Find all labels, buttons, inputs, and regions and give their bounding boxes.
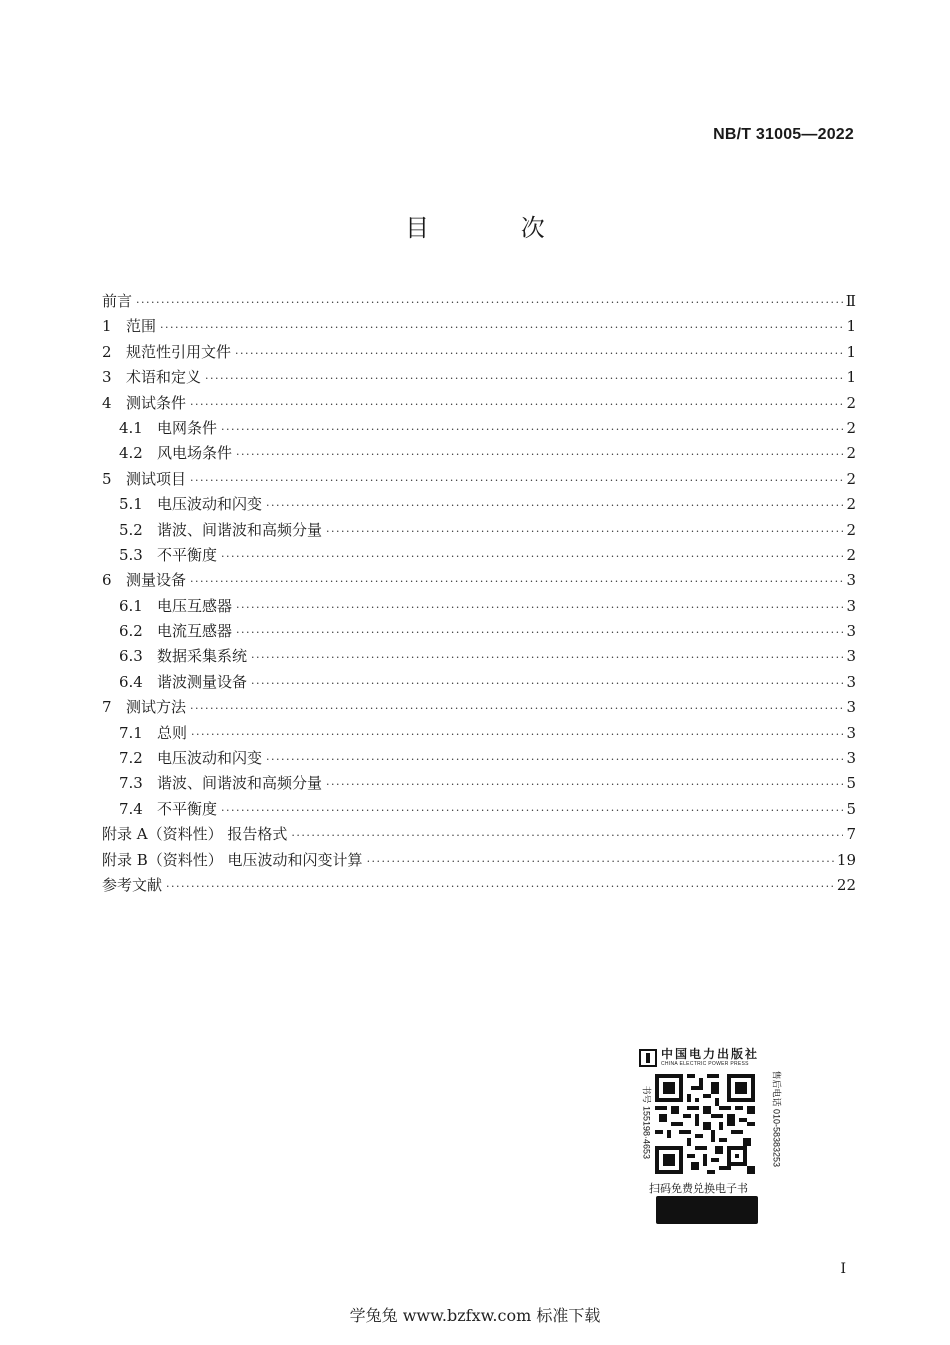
toc-entry-number: 7.2 [119, 749, 143, 768]
toc-entry[interactable] [102, 644, 856, 669]
publisher-name-cn: 中国电力出版社 [661, 1047, 760, 1061]
toc-entry-page: 1 [846, 342, 856, 361]
toc-entry-page: 19 [836, 850, 856, 869]
toc-entry[interactable] [102, 822, 856, 847]
toc-leader-dots [136, 290, 843, 315]
toc-entry-page: 3 [846, 622, 856, 641]
toc-entry-label: 规范性引用文件 [126, 342, 232, 361]
toc-entry-number: 5.1 [119, 495, 143, 514]
toc-entry-page: 2 [846, 418, 856, 437]
toc-entry-label: 前言 [102, 292, 133, 310]
page-title: 目 次 [405, 214, 587, 242]
toc-leader-dots [190, 569, 843, 594]
toc-leader-dots [236, 442, 843, 467]
toc-entry-label: 电压波动和闪变 [157, 749, 263, 768]
toc-entry-number: 7.1 [119, 723, 143, 742]
toc-entry-page: 3 [846, 571, 856, 590]
toc-entry-number: 7.4 [119, 799, 143, 818]
publisher-logo [637, 1044, 777, 1072]
toc-entry-page: 3 [846, 596, 856, 615]
standard-code: NB/T 31005—2022 [713, 126, 854, 143]
toc-leader-dots [166, 874, 834, 899]
toc-entry-label: 谐波测量设备 [157, 672, 248, 691]
toc-entry-page: 3 [846, 647, 856, 666]
toc-leader-dots [326, 519, 843, 544]
toc-entry-number: 7.3 [119, 774, 143, 793]
toc-entry[interactable] [102, 391, 856, 416]
page-number: I [840, 1261, 846, 1277]
toc-entry-label: 测试项目 [126, 469, 187, 488]
toc-entry-page: 3 [846, 723, 856, 742]
toc-leader-dots [190, 392, 843, 417]
toc-entry-page: 1 [846, 317, 856, 336]
toc-entry-page: Ⅱ [845, 292, 856, 310]
toc-entry-label: 附录 A（资料性） 报告格式 [102, 825, 288, 844]
toc-entry-label: 测试方法 [126, 698, 187, 717]
toc-entry[interactable] [102, 619, 856, 644]
toc-entry-number: 6.3 [119, 647, 143, 666]
toc-entry-page: 2 [846, 469, 856, 488]
toc-leader-dots [236, 620, 843, 645]
toc-entry-page: 5 [846, 774, 856, 793]
service-phone: 售后电话 010-58383253 [771, 1070, 782, 1168]
toc-entry[interactable] [102, 416, 856, 441]
publisher-emblem-icon [639, 1049, 657, 1067]
book-number: 书号 155198·4653 [641, 1085, 652, 1160]
toc-entry-label: 不平衡度 [157, 799, 218, 818]
toc-entry-label: 电压波动和闪变 [157, 495, 263, 514]
toc-entry-number: 6.4 [119, 672, 143, 691]
toc-entry-number: 6.2 [119, 622, 143, 641]
toc-entry[interactable] [102, 594, 856, 619]
toc-entry[interactable] [102, 746, 856, 771]
toc-entry-label: 电流互感器 [157, 622, 233, 641]
toc-entry-number: 2 [102, 342, 112, 361]
qr-code-icon[interactable] [655, 1074, 755, 1174]
toc-entry-number: 5 [102, 469, 112, 488]
toc-entry[interactable] [102, 441, 856, 466]
toc-entry-label: 电压互感器 [157, 596, 233, 615]
toc-entry[interactable] [102, 492, 856, 517]
toc-entry[interactable] [102, 314, 856, 339]
toc-entry[interactable] [102, 365, 856, 390]
toc-entry-label: 谐波、间谐波和高频分量 [157, 520, 323, 539]
toc-entry-label: 不平衡度 [157, 545, 218, 564]
toc-entry-label: 总则 [157, 723, 188, 742]
toc-entry[interactable] [102, 695, 856, 720]
toc-entry-page: 2 [846, 545, 856, 564]
toc-entry-page: 3 [846, 749, 856, 768]
toc-entry[interactable] [102, 543, 856, 568]
scan-instruction: 扫码免费兑换电子书 [649, 1182, 748, 1195]
toc-entry-number: 5.3 [119, 545, 143, 564]
toc-entry[interactable] [102, 568, 856, 593]
toc-entry[interactable] [102, 848, 856, 873]
toc-entry-label: 测试条件 [126, 393, 187, 412]
toc-entry-page: 22 [836, 875, 856, 894]
toc-entry-number: 4 [102, 393, 112, 412]
toc-entry[interactable] [102, 340, 856, 365]
toc-leader-dots [221, 544, 843, 569]
toc-leader-dots [160, 315, 843, 340]
publisher-name-en: CHINA ELECTRIC POWER PRESS [661, 1061, 749, 1067]
toc-entry-label: 测量设备 [126, 571, 187, 590]
toc-entry[interactable] [102, 518, 856, 543]
toc-leader-dots [221, 798, 843, 823]
toc-entry-number: 5.2 [119, 520, 143, 539]
toc-entry-label: 数据采集系统 [157, 647, 248, 666]
toc-entry-label: 术语和定义 [126, 368, 202, 387]
toc-leader-dots [221, 417, 843, 442]
toc-entry-label: 谐波、间谐波和高频分量 [157, 774, 323, 793]
toc-entry-page: 3 [846, 698, 856, 717]
toc-leader-dots [266, 493, 843, 518]
toc-entry-label: 参考文献 [102, 875, 163, 894]
toc-leader-dots [236, 595, 843, 620]
toc-entry[interactable] [102, 797, 856, 822]
toc-entry-label: 附录 B（资料性） 电压波动和闪变计算 [102, 850, 363, 869]
qr-code-block [637, 1044, 782, 1226]
toc-leader-dots [190, 468, 843, 493]
toc-entry-label: 风电场条件 [157, 444, 233, 463]
toc-entry-page: 2 [846, 520, 856, 539]
toc-entry-number: 4.1 [119, 418, 143, 437]
table-of-contents [102, 289, 856, 898]
toc-leader-dots [251, 645, 843, 670]
toc-entry-page: 2 [846, 444, 856, 463]
toc-entry[interactable] [102, 289, 856, 314]
toc-leader-dots [235, 341, 843, 366]
toc-entry-number: 7 [102, 698, 112, 717]
toc-entry-page: 7 [846, 825, 856, 844]
scratch-code-area[interactable] [656, 1196, 758, 1224]
toc-entry-number: 6 [102, 571, 112, 590]
toc-entry-number: 1 [102, 317, 112, 336]
toc-leader-dots [291, 823, 843, 848]
toc-entry[interactable] [102, 721, 856, 746]
toc-leader-dots [367, 849, 834, 874]
toc-leader-dots [251, 671, 843, 696]
toc-entry-number: 4.2 [119, 444, 143, 463]
toc-entry-label: 范围 [126, 317, 157, 336]
toc-leader-dots [191, 722, 843, 747]
toc-entry-page: 3 [846, 672, 856, 691]
toc-entry-page: 2 [846, 495, 856, 514]
toc-entry[interactable] [102, 467, 856, 492]
toc-entry-page: 5 [846, 799, 856, 818]
toc-entry[interactable] [102, 771, 856, 796]
watermark: 学兔兔 www.bzfxw.com 标准下载 [349, 1306, 601, 1325]
toc-leader-dots [190, 696, 843, 721]
toc-leader-dots [266, 747, 843, 772]
toc-entry-label: 电网条件 [157, 418, 218, 437]
toc-leader-dots [326, 772, 843, 797]
toc-entry-page: 1 [846, 368, 856, 387]
toc-entry[interactable] [102, 670, 856, 695]
toc-leader-dots [205, 366, 843, 391]
toc-entry-number: 6.1 [119, 596, 143, 615]
toc-entry-page: 2 [846, 393, 856, 412]
toc-entry-number: 3 [102, 368, 112, 387]
toc-entry[interactable] [102, 873, 856, 898]
